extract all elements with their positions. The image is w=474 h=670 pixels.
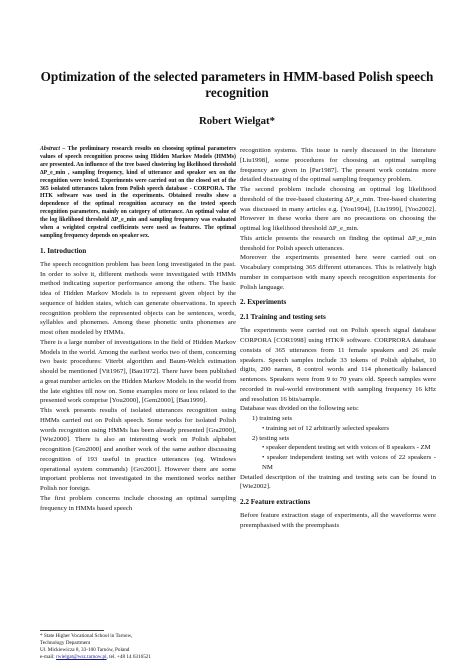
footnote-line: * State Higher Vocational School in Tarnow, bbox=[40, 633, 133, 639]
abstract-text: The preliminary research results on choosing optimal parameters values of speech recognition process using Hidden Markov Models (HMMs) are presented. An influence of the tree based clustering log likelihood threshold ΔP_e_min , sampling frequency, kind of utterance and speaker sex on the recognition were tested. Experiments were carried out on the closed set of the 365 isolated utterances taken from Polish speech database - CORPORA. The HTK software was used in the experiments. Obtained results show a dependence of the optimal recognition accuracy on the tested speech recognition parameters, mainly on category of utterance. An optimal value of the log likelihood threshold ΔP_e_min and sampling frequency was evaluated when a weighted cepstral coefficients were used as features. The optimal sampling frequency depends on speaker sex. bbox=[40, 146, 236, 239]
author-name: Robert Wielgat* bbox=[198, 115, 276, 127]
footnote-divider bbox=[40, 630, 104, 631]
email-link[interactable]: rwielgat@wsz.tarnow.pl bbox=[56, 653, 107, 660]
features-paragraph: Before feature extraction stage of experiments, all the waveforms were preemphasised with the preemphasis bbox=[240, 512, 436, 529]
footnote-line: Ul. Mickiewicza 8, 33-100 Tarnów, Poland bbox=[40, 646, 130, 653]
list-item: 2) testing sets bbox=[252, 434, 290, 442]
paper-title: Optimization of the selected parameters in HMM-based Polish speech recognition bbox=[40, 69, 434, 100]
section-heading-introduction: 1. Introduction bbox=[40, 246, 87, 255]
intro-paragraph: The first problem concerns include choosing an optimal sampling frequency in HMMs based speech bbox=[40, 494, 236, 512]
footnote-contact bbox=[40, 654, 240, 661]
right-column bbox=[240, 146, 436, 531]
body-paragraph: recognition systems. This issue is rarely discussed in the literature [Liu1998], some procedures for choosing an optimal sampling frequency are given in [Par1987]. The present work contains more detailed discussing of the optimal sampling frequency problem. bbox=[240, 147, 436, 184]
subsection-heading-feature-extractions: 2.2 Feature extractions bbox=[240, 498, 311, 506]
section-heading-experiments: 2. Experiments bbox=[240, 298, 287, 307]
intro-paragraph: This work presents results of isolated utterances recognition using HMMs carried out on Polish speech. Some works for isolated Polish words recognition using HMMs has been already presented [Gra2000], [Wie2000]. There is also an interesting work on Polish alphabet recognition [Gro2000] and another work of the same author discussing recognition of 193 useful in practice utterances (eg. Windows operational system commands) [Gro2001]. However there are some important problems not investigated in the mentioned works neither Polish nor foreign. bbox=[40, 407, 236, 493]
email-prefix: e-mail: bbox=[40, 653, 56, 660]
footnote-line: Technology Department bbox=[40, 639, 91, 646]
abstract-lead: Abstract – bbox=[40, 146, 66, 152]
list-item: • speaker independent testing set with voices of 22 speakers - NM bbox=[262, 454, 436, 471]
division-intro: Database was divided on the following sets: bbox=[240, 405, 359, 413]
division-outro: Detailed description of the training and testing sets can be found in [Wie2002]. bbox=[240, 473, 436, 491]
list-item: 1) training sets bbox=[252, 415, 293, 422]
dataset-list bbox=[240, 414, 436, 473]
intro-paragraph: The speech recognition problem has been long investigated in the past. In order to solve it, different methods were investigated with HMMs method indicating superior performance among the others. The basic idea of Hidden Markov Models is to represent given object by the sequence of hidden states, which can generate observations. In speech recognition problem the represented objects can be sentences, words, syllables and phonemes. Among these phonetic units phonemes are most often modeled by HMMs. bbox=[40, 260, 236, 337]
left-column bbox=[40, 146, 236, 513]
abstract bbox=[40, 146, 236, 241]
subsection-heading-training-testing: 2.1 Training and testing sets bbox=[240, 313, 326, 322]
body-paragraph: This article presents the research on finding the optimal ΔP_e_min threshold for Polish speech utterances. bbox=[240, 234, 436, 252]
training-paragraph: The experiments were carried out on Polish speech signal database CORPORA [COR1998] using HTK® software. CORPRORA database consists of 365 utterances from 11 female speakers and 26 male speakers. Speech samples include 33 tokens of Polish alphabet, 10 digits, 200 names, 8 control words and 114 phonetically balanced sentences. Speakers were from 9 to 70 years old. Speech samples were recorded in real-world environment with sampling frequency 16 kHz and resolution 16 bits/sample. bbox=[240, 327, 436, 403]
intro-paragraph: There is a large number of investigations in the field of Hidden Markov Models in the world. Among the earliest works two of them, concerning two basic procedures: Viterbi algorithm and Baum-Welch estimation should be mentioned [Vit1967], [Bau1972]. There have been published a great number articles on the Hidden Markov Models in the world from the late eighties till now on. Some examples more or less related to the presented work comprise [You2000], [Gem2000], [Bau1999]. bbox=[40, 338, 236, 405]
list-item: • training set of 12 arbitrarily selected speakers bbox=[262, 424, 390, 432]
phone-text: , tel. +48 14 6316521 bbox=[106, 653, 151, 660]
footnote bbox=[40, 633, 240, 661]
list-item: • speaker dependent testing set with voices of 8 speakers - ZM bbox=[262, 444, 431, 452]
body-paragraph: Moreover the experiments presented here were carried out on Vocabulary comprising 365 different utterances. This is relatively high number in comparison with many speech recognition experiments for Polish language. bbox=[240, 254, 436, 291]
body-paragraph: The second problem include choosing an optimal log likelihood threshold of the tree-based clustering ΔP_e_min. Tree-based clustering was discussed in many articles e.g. [You1994], [Liu1999], [Yoo2002]. However in these works there are no precautions on choosing the optimal log likelihood threshold ΔP_e_min. bbox=[240, 186, 436, 232]
